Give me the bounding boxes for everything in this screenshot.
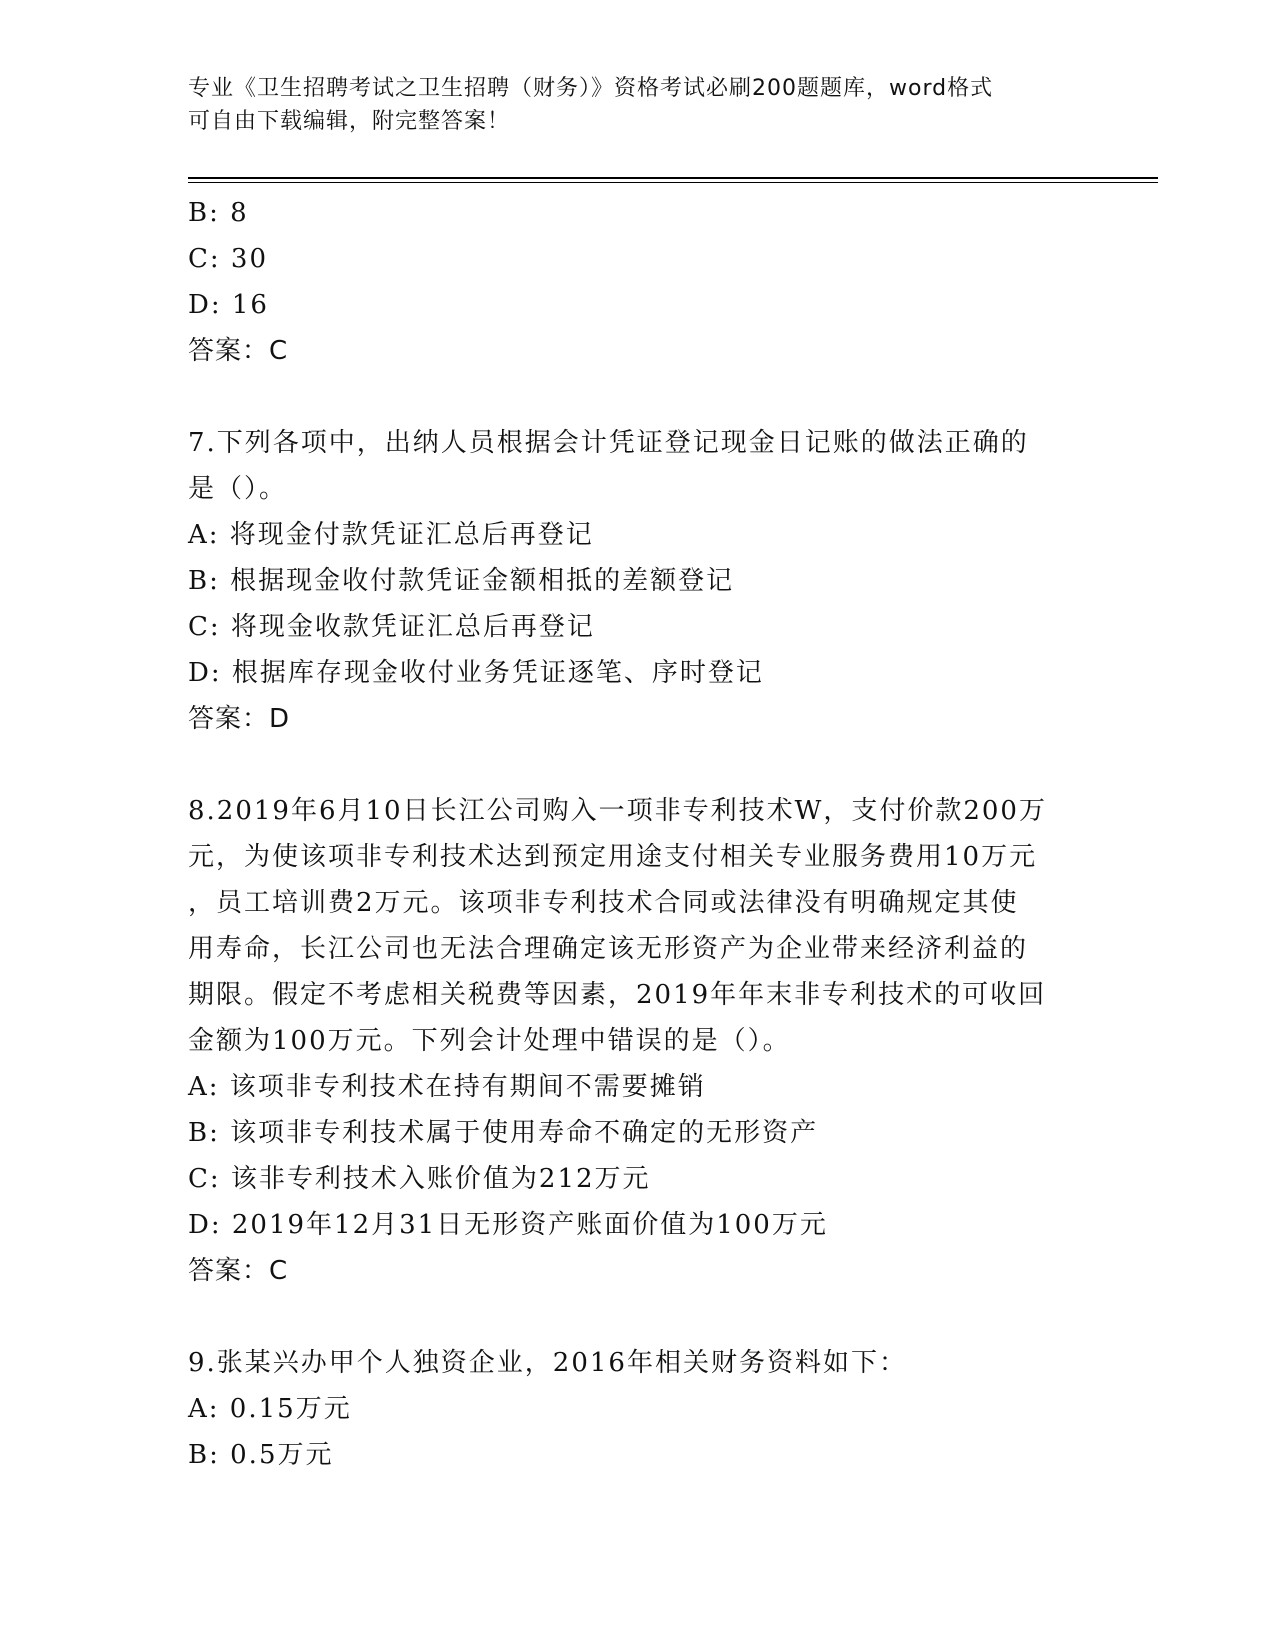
question-stem-line: 用寿命，长江公司也无法合理确定该无形资产为企业带来经济利益的 [188, 934, 1029, 964]
option-b: B: 根据现金收付款凭证金额相抵的差额登记 [188, 566, 735, 596]
question-stem-line: 9.张某兴办甲个人独资企业，2016年相关财务资料如下： [188, 1348, 907, 1378]
header-rule-thick [188, 177, 1158, 179]
option-a: A: 将现金付款凭证汇总后再登记 [188, 520, 594, 550]
header-line-1: 专业《卫生招聘考试之卫生招聘（财务）》资格考试必刷200题题库，word格式 [188, 76, 994, 101]
option-c: C: 该非专利技术入账价值为212万元 [188, 1164, 651, 1194]
option-b: B: 0.5万元 [188, 1440, 334, 1470]
question-6 [188, 190, 1088, 374]
question-stem-line: 金额为100万元。下列会计处理中错误的是（）。 [188, 1026, 791, 1056]
question-stem-line: ，员工培训费2万元。该项非专利技术合同或法律没有明确规定其使 [188, 888, 1019, 918]
header-line-2: 可自由下载编辑，附完整答案！ [188, 109, 511, 134]
question-stem-line: 是（）。 [188, 474, 288, 504]
question-stem-line: 元，为使该项非专利技术达到预定用途支付相关专业服务费用10万元 [188, 842, 1038, 872]
question-stem-line: 8.2019年6月10日长江公司购入一项非专利技术W，支付价款200万 [188, 796, 1047, 826]
header-rule-thin [188, 182, 1158, 183]
option-b: B: 8 [188, 198, 249, 228]
question-7 [188, 420, 1088, 742]
option-c: C: 30 [188, 244, 269, 274]
question-stem-line: 期限。假定不考虑相关税费等因素，2019年年末非专利技术的可收回 [188, 980, 1047, 1010]
answer: 答案：C [188, 1256, 289, 1286]
question-stem-line: 7.下列各项中，出纳人员根据会计凭证登记现金日记账的做法正确的 [188, 428, 1029, 458]
option-c: C: 将现金收款凭证汇总后再登记 [188, 612, 595, 642]
question-content [188, 190, 1088, 1478]
document-header [188, 72, 1068, 138]
option-a: A: 该项非专利技术在持有期间不需要摊销 [188, 1072, 706, 1102]
option-d: D: 根据库存现金收付业务凭证逐笔、序时登记 [188, 658, 764, 688]
answer: 答案：D [188, 704, 291, 734]
option-d: D: 16 [188, 290, 269, 320]
option-b: B: 该项非专利技术属于使用寿命不确定的无形资产 [188, 1118, 819, 1148]
answer: 答案：C [188, 336, 289, 366]
option-d: D: 2019年12月31日无形资产账面价值为100万元 [188, 1210, 828, 1240]
option-a: A: 0.15万元 [188, 1394, 352, 1424]
question-8 [188, 788, 1088, 1294]
question-9 [188, 1340, 1088, 1478]
